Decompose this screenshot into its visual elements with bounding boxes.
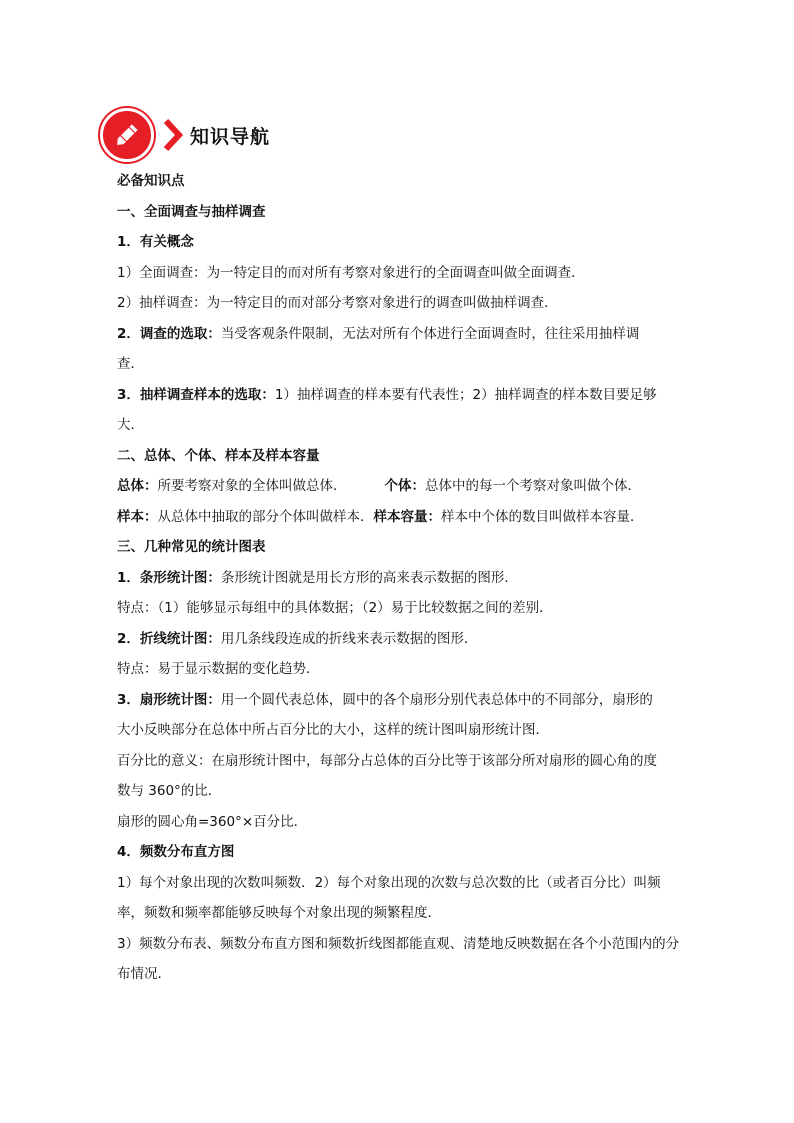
paragraph — [117, 685, 677, 716]
paragraph: 布情况． — [117, 966, 171, 982]
item-text: 1）抽样调查的样本要有代表性；2）抽样调查的样本数目要足够 — [274, 386, 657, 403]
paragraph — [117, 502, 677, 533]
paragraph: 查． — [117, 356, 144, 372]
pencil-badge — [100, 108, 154, 162]
paragraph: 大小反映部分在总体中所占百分比的大小，这样的统计图叫扇形统计图． — [117, 722, 549, 738]
item-title: 4．频数分布直方图 — [117, 844, 235, 860]
paragraph: 1）每个对象出现的次数叫频数．2）每个对象出现的次数与总次数的比（或者百分比）叫频 — [117, 874, 661, 891]
page-title: 知识导航 — [190, 125, 271, 148]
term: 样本： — [117, 508, 158, 525]
pencil-icon — [112, 120, 142, 150]
heading-3: 三、几种常见的统计图表 — [117, 539, 266, 555]
heading-2: 二、总体、个体、样本及样本容量 — [117, 447, 320, 464]
item-title: 3．扇形统计图： — [117, 691, 221, 708]
paragraph: 3）频数分布表、频数分布直方图和频数折线图都能直观、清楚地反映数据在各个小范围内的分 — [117, 935, 680, 952]
paragraph: 扇形的圆心角=360°×百分比． — [117, 813, 308, 830]
definition: 所要考察对象的全体叫做总体． — [157, 478, 347, 494]
paragraph — [117, 563, 677, 594]
document-body — [117, 166, 680, 990]
subheading: 必备知识点 — [117, 173, 185, 189]
section-header — [100, 108, 270, 162]
definition: 从总体中抽取的部分个体叫做样本． — [157, 508, 374, 525]
term: 个体： — [384, 478, 425, 494]
item-title: 1．条形统计图： — [117, 569, 221, 586]
paragraph: 2）抽样调查：为一特定目的而对部分考察对象进行的调查叫做抽样调查． — [117, 295, 558, 311]
item-text: 用一个圆代表总体，圆中的各个扇形分别代表总体中的不同部分，扇形的 — [220, 691, 653, 708]
paragraph — [117, 471, 677, 502]
paragraph: 数与 360°的比． — [117, 783, 222, 799]
chevron-right-icon — [162, 117, 184, 153]
item-text: 当受客观条件限制，无法对所有个体进行全面调查时，往往采用抽样调 — [220, 325, 640, 342]
term: 总体： — [117, 478, 158, 494]
paragraph: 大． — [117, 417, 144, 433]
definition: 总体中的每一个考察对象叫做个体． — [425, 478, 641, 494]
item-title: 3．抽样调查样本的选取： — [117, 386, 275, 403]
term: 样本容量： — [373, 508, 441, 525]
paragraph — [117, 380, 677, 411]
paragraph — [117, 624, 677, 655]
paragraph: 率，频数和频率都能够反映每个对象出现的频繁程度． — [117, 905, 441, 921]
definition: 样本中个体的数目叫做样本容量． — [441, 508, 644, 525]
paragraph: 1）全面调查：为一特定目的而对所有考察对象进行的全面调查叫做全面调查． — [117, 264, 585, 281]
paragraph: 百分比的意义：在扇形统计图中，每部分占总体的百分比等于该部分所对扇形的圆心角的度 — [117, 752, 657, 769]
item-text: 用几条线段连成的折线来表示数据的图形． — [220, 630, 478, 647]
item-title: 2．折线统计图： — [117, 630, 221, 647]
heading-1: 一、全面调查与抽样调查 — [117, 203, 266, 220]
paragraph: 特点：易于显示数据的变化趋势． — [117, 661, 320, 677]
item-title: 2．调查的选取： — [117, 325, 221, 342]
item-text: 条形统计图就是用长方形的高来表示数据的图形． — [220, 569, 518, 586]
paragraph — [117, 319, 677, 350]
item-title: 1．有关概念 — [117, 234, 194, 250]
paragraph: 特点：（1）能够显示每组中的具体数据；（2）易于比较数据之间的差别． — [117, 600, 553, 616]
